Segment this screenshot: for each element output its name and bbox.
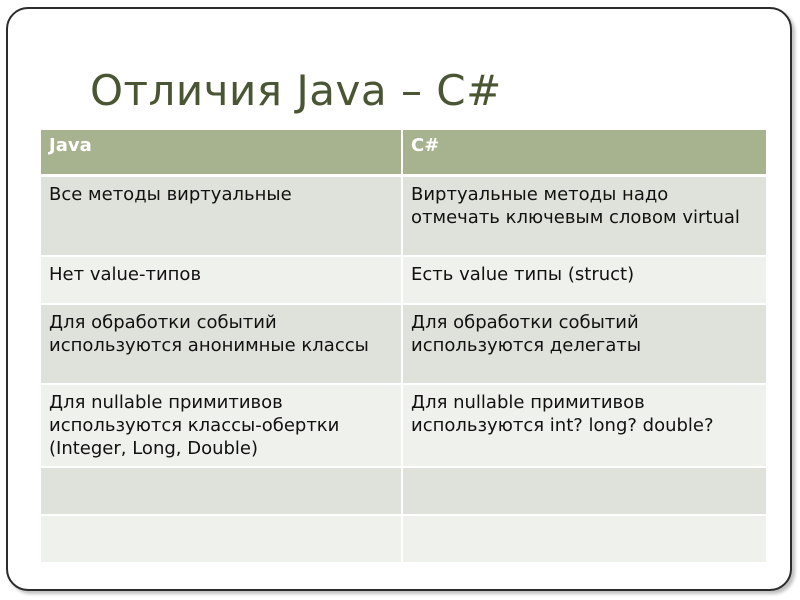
java-cell: Нет value-типов bbox=[41, 256, 402, 304]
header-csharp: C# bbox=[402, 130, 766, 176]
table-row-empty bbox=[41, 467, 766, 515]
java-cell: Для обработки событий используются анонимные классы bbox=[41, 304, 402, 384]
csharp-cell: Для nullable примитивов используются int? long? double? bbox=[402, 384, 766, 467]
table-row bbox=[41, 304, 766, 384]
java-cell-empty bbox=[41, 515, 402, 563]
slide-title: Отличия Java – C# bbox=[90, 66, 502, 115]
java-cell: Все методы виртуальные bbox=[41, 176, 402, 257]
table-row bbox=[41, 384, 766, 467]
csharp-cell-empty bbox=[402, 515, 766, 563]
csharp-cell: Есть value типы (struct) bbox=[402, 256, 766, 304]
header-java: Java bbox=[41, 130, 402, 176]
table-row bbox=[41, 176, 766, 257]
java-cell-empty bbox=[41, 467, 402, 515]
java-cell: Для nullable примитивов используются классы-обертки (Integer, Long, Double) bbox=[41, 384, 402, 467]
table-header-row bbox=[41, 130, 766, 176]
csharp-cell-empty bbox=[402, 467, 766, 515]
table-row-empty bbox=[41, 515, 766, 563]
csharp-cell: Виртуальные методы надо отмечать ключевым словом virtual bbox=[402, 176, 766, 257]
table-row bbox=[41, 256, 766, 304]
comparison-table bbox=[41, 130, 766, 564]
csharp-cell: Для обработки событий используются делегаты bbox=[402, 304, 766, 384]
